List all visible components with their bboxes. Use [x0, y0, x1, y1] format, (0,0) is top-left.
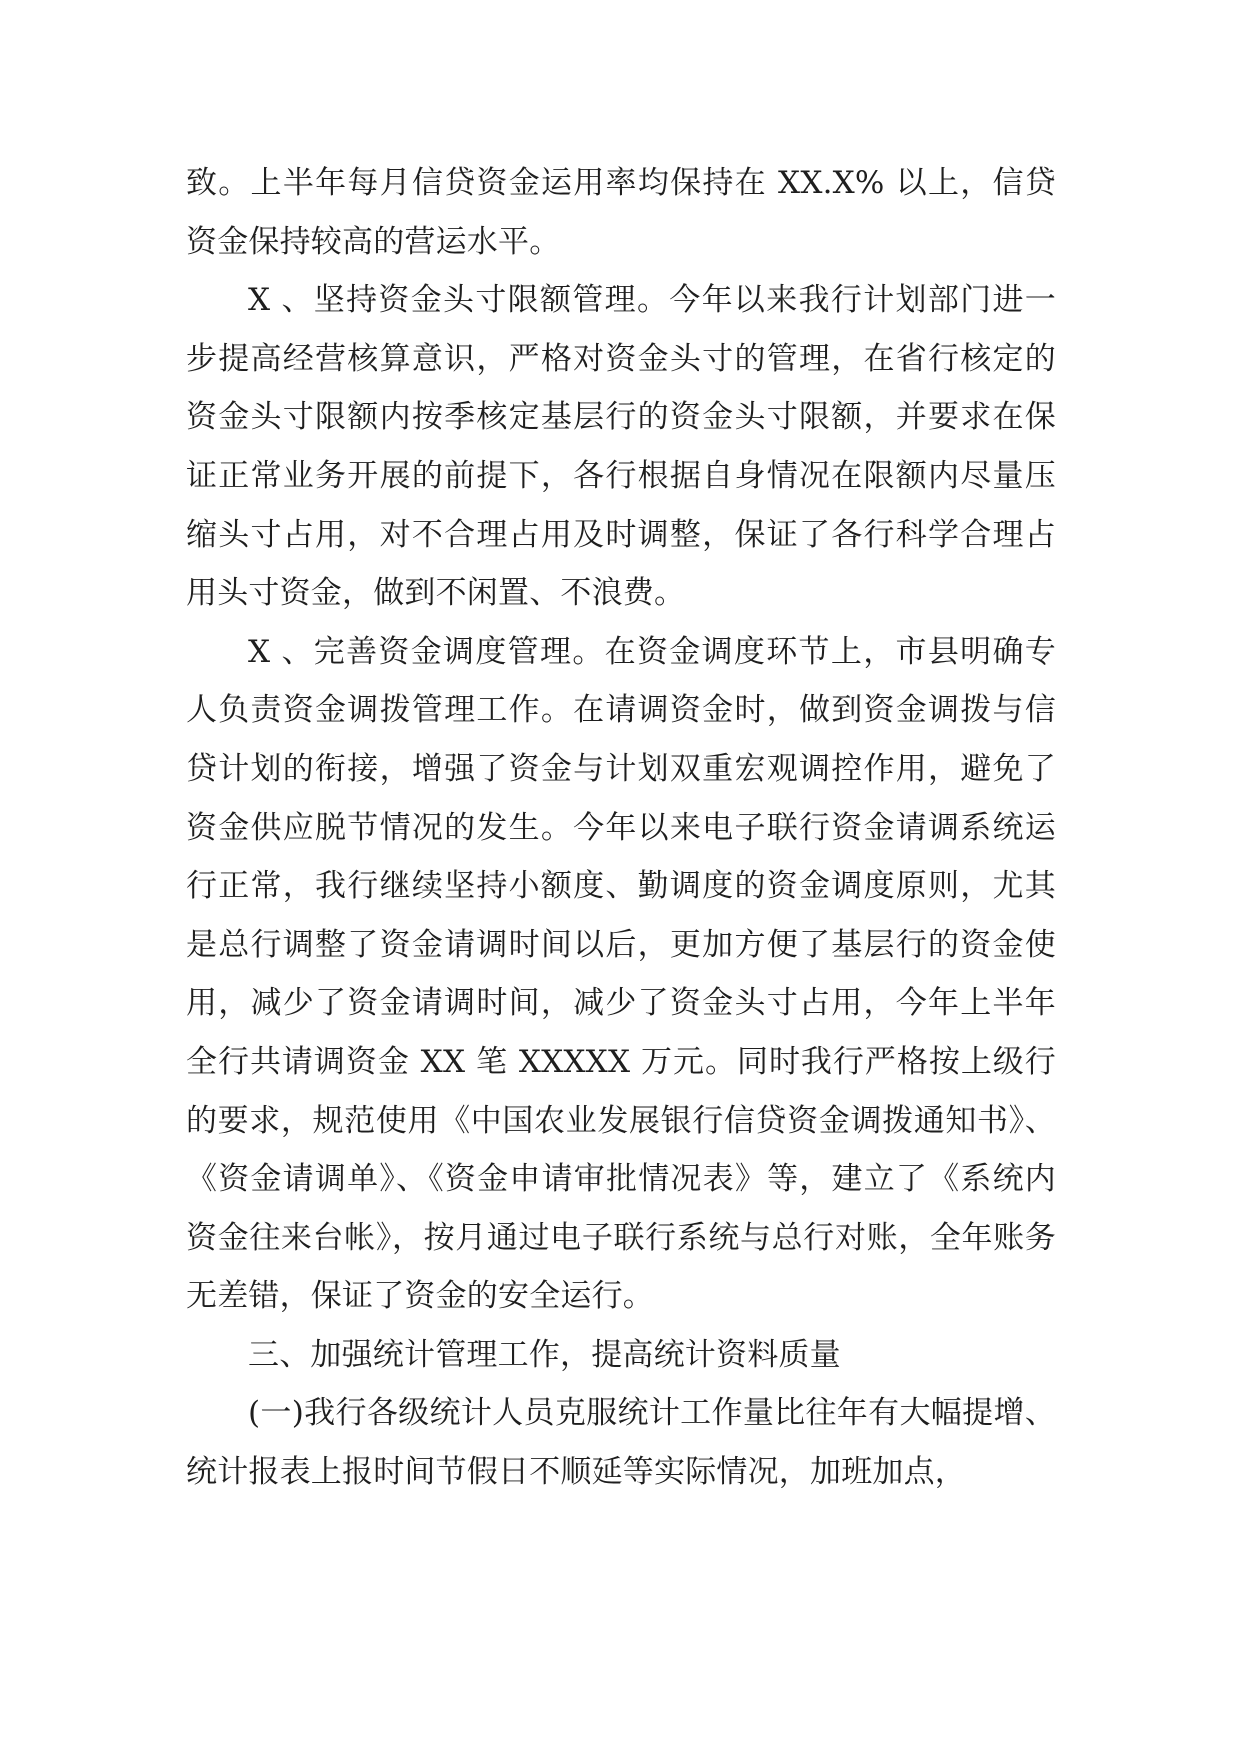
paragraph-continuation: 致。上半年每月信贷资金运用率均保持在 XX.X% 以上，信贷资金保持较高的营运水平。 [186, 165, 1056, 260]
paragraph-fund-dispatch: X 、完善资金调度管理。在资金调度环节上，市县明确专人负责资金调拨管理工作。在请调资金时，做到资金调拨与信贷计划的衔接，增强了资金与计划双重宏观调控作用，避免了资金供应脱节情况的发生。今年以来电子联行资金请调系统运行正常，我行继续坚持小额度、勤调度的资金调度原则，尤其是总行调整了资金请调时间以后，更加方便了基层行的资金使用，减少了资金请调时间，减少了资金头寸占用，今年上半年全行共请调资金 XX 笔 XXXXX 万元。同时我行严格按上级行的要求，规范使用《中国农业发展银行信贷资金调拨通知书》、《资金请调单》、《资金申请审批情况表》等，建立了《系统内资金往来台帐》，按月通过电子联行系统与总行对账，全年账务无差错，保证了资金的安全运行。 [186, 633, 1056, 1315]
section-heading-statistics: 三、加强统计管理工作，提高统计资料质量 [248, 1336, 841, 1373]
document-body [186, 154, 1056, 1502]
paragraph-statistics-staff: (一)我行各级统计人员克服统计工作量比往年有大幅提增、统计报表上报时间节假日不顺延等实际情况，加班加点， [186, 1395, 1056, 1491]
paragraph-funding-position-limit: X 、坚持资金头寸限额管理。今年以来我行计划部门进一步提高经营核算意识，严格对资金头寸的管理，在省行核定的资金头寸限额内按季核定基层行的资金头寸限额，并要求在保证正常业务开展的前提下，各行根据自身情况在限额内尽量压缩头寸占用，对不合理占用及时调整，保证了各行科学合理占用头寸资金，做到不闲置、不浪费。 [186, 282, 1056, 612]
